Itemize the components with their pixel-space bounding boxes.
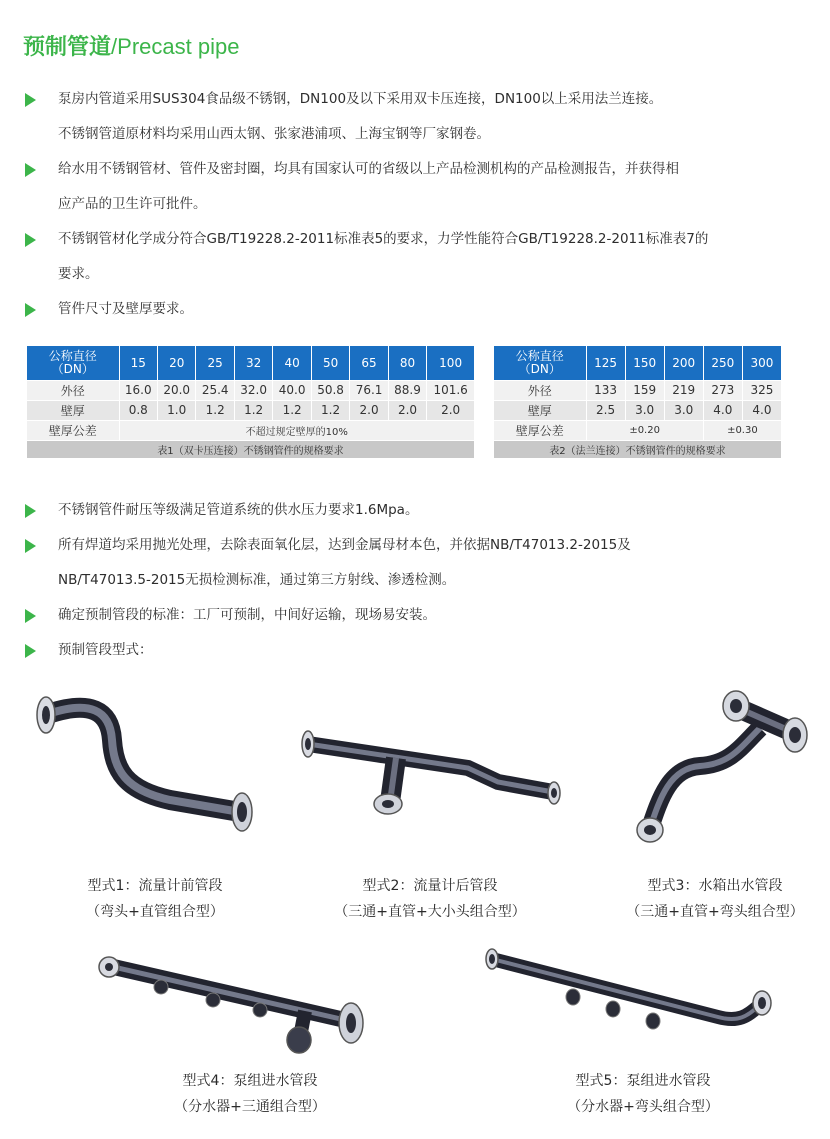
table-cell: 32.0	[234, 380, 272, 400]
row-label: 壁厚	[27, 400, 119, 420]
dn-cell: 65	[350, 346, 388, 380]
header-label-line: 公称直径	[48, 348, 97, 363]
table-cell: 1.2	[196, 400, 234, 420]
table-row	[27, 400, 475, 420]
table-cell: ±0.30	[703, 420, 781, 440]
figure-name: 型式2：流量计后管段	[362, 878, 498, 894]
dn-cell: 25	[196, 346, 234, 380]
bullet-item	[22, 598, 812, 633]
table-cell: 2.0	[427, 400, 475, 420]
header-label-cell	[494, 346, 586, 380]
table-caption-row	[27, 440, 475, 458]
figure-caption-1	[40, 873, 270, 925]
bullet-triangle-icon	[25, 644, 36, 658]
table-cell: 1.2	[311, 400, 349, 420]
title-cn: 预制管道	[23, 34, 112, 59]
bullet-line: 不锈钢管材化学成分符合GB/T19228.2-2011标准表5的要求，力学性能符合GB/T19228.2-2011标准表7的	[58, 231, 709, 247]
table-cell: 4.0	[742, 400, 781, 420]
pipe-figure-4-icon	[95, 945, 375, 1065]
table-cell: 25.4	[196, 380, 234, 400]
bullet-item	[22, 82, 812, 152]
figure-caption-2	[300, 873, 560, 925]
figure-caption-4	[135, 1068, 365, 1120]
bullet-line: NB/T47013.5-2015无损检测标准，通过第三方射线、渗透检测。	[58, 572, 456, 588]
figure-desc: （弯头+直管组合型）	[86, 904, 224, 920]
bullet-line: 应产品的卫生许可批件。	[58, 196, 207, 212]
bullet-item	[22, 152, 812, 222]
figure-name: 型式3：水箱出水管段	[647, 878, 783, 894]
table-cell: 133	[586, 380, 625, 400]
bullet-item	[22, 633, 812, 668]
dn-cell: 15	[119, 346, 157, 380]
table-cell: 159	[625, 380, 664, 400]
dn-cell: 150	[625, 346, 664, 380]
table-row	[494, 380, 782, 400]
table-header-row	[27, 346, 475, 380]
dn-cell: 250	[703, 346, 742, 380]
table-row	[27, 420, 475, 440]
table-cell: 不超过规定壁厚的10%	[119, 420, 475, 440]
dn-cell: 40	[273, 346, 311, 380]
bullet-line: 要求。	[58, 266, 99, 282]
table-cell: 50.8	[311, 380, 349, 400]
table-cell: 101.6	[427, 380, 475, 400]
bullet-triangle-icon	[25, 233, 36, 247]
table-cell: 1.0	[157, 400, 195, 420]
bullet-item	[22, 493, 812, 528]
table-caption: 表1（双卡压连接）不锈钢管件的规格要求	[27, 440, 475, 458]
spec-table-press-fit	[27, 346, 475, 459]
row-label: 壁厚公差	[494, 420, 586, 440]
dn-cell: 50	[311, 346, 349, 380]
table-caption: 表2（法兰连接）不锈钢管件的规格要求	[494, 440, 782, 458]
requirements-list-bottom	[22, 493, 812, 668]
page-title	[23, 30, 239, 61]
table-cell: 40.0	[273, 380, 311, 400]
table-cell: 325	[742, 380, 781, 400]
figure-desc: （分水器+弯头组合型）	[567, 1099, 719, 1115]
bullet-item	[22, 222, 812, 292]
dn-cell: 200	[664, 346, 703, 380]
requirements-list-top	[22, 82, 812, 327]
table-row	[27, 380, 475, 400]
pipe-figure-1-icon	[30, 690, 260, 860]
dn-cell: 300	[742, 346, 781, 380]
bullet-line: 管件尺寸及壁厚要求。	[58, 301, 193, 317]
dn-cell: 125	[586, 346, 625, 380]
figure-caption-5	[528, 1068, 758, 1120]
title-separator: /	[111, 34, 118, 59]
figure-name: 型式4：泵组进水管段	[182, 1073, 318, 1089]
table-cell: ±0.20	[586, 420, 703, 440]
figure-desc: （三通+直管+弯头组合型）	[626, 904, 804, 920]
header-label-line: （DN）	[518, 361, 561, 376]
table-header-row	[494, 346, 782, 380]
bullet-line: 泵房内管道采用SUS304食品级不锈钢，DN100及以下采用双卡压连接，DN100以上采用法兰连接。	[58, 91, 663, 107]
bullet-triangle-icon	[25, 163, 36, 177]
table-cell: 20.0	[157, 380, 195, 400]
table-cell: 0.8	[119, 400, 157, 420]
table-cell: 3.0	[625, 400, 664, 420]
table-cell: 3.0	[664, 400, 703, 420]
row-label: 壁厚	[494, 400, 586, 420]
table-cell: 273	[703, 380, 742, 400]
bullet-line: 给水用不锈钢管材、管件及密封圈，均具有国家认可的省级以上产品检测机构的产品检测报告，并获得相	[58, 161, 679, 177]
table-row	[494, 400, 782, 420]
pipe-figure-3-icon	[620, 688, 810, 858]
table-cell: 4.0	[703, 400, 742, 420]
bullet-line: 所有焊道均采用抛光处理，去除表面氧化层，达到金属母材本色，并依据NB/T47013.2-2015及	[58, 537, 631, 553]
table-cell: 88.9	[388, 380, 426, 400]
table-caption-row	[494, 440, 782, 458]
table-cell: 16.0	[119, 380, 157, 400]
title-en: Precast pipe	[117, 34, 240, 59]
figure-name: 型式5：泵组进水管段	[575, 1073, 711, 1089]
pipe-figure-2-icon	[298, 722, 568, 832]
table-cell: 1.2	[273, 400, 311, 420]
table-cell: 1.2	[234, 400, 272, 420]
header-label-line: （DN）	[51, 361, 94, 376]
bullet-line: 确定预制管段的标准：工厂可预制，中间好运输，现场易安装。	[58, 607, 436, 623]
row-label: 壁厚公差	[27, 420, 119, 440]
dn-cell: 20	[157, 346, 195, 380]
bullet-line: 不锈钢管道原材料均采用山西太钢、张家港浦项、上海宝钢等厂家钢卷。	[58, 126, 490, 142]
dn-cell: 32	[234, 346, 272, 380]
table-cell: 2.5	[586, 400, 625, 420]
bullet-item	[22, 528, 812, 598]
figure-desc: （分水器+三通组合型）	[174, 1099, 326, 1115]
figure-caption-3	[605, 873, 825, 925]
row-label: 外径	[494, 380, 586, 400]
bullet-line: 不锈钢管件耐压等级满足管道系统的供水压力要求1.6Mpa。	[58, 502, 419, 518]
table-cell: 2.0	[388, 400, 426, 420]
figure-name: 型式1：流量计前管段	[87, 878, 223, 894]
header-label-cell	[27, 346, 119, 380]
figure-desc: （三通+直管+大小头组合型）	[334, 904, 526, 920]
table-cell: 76.1	[350, 380, 388, 400]
table-cell: 219	[664, 380, 703, 400]
row-label: 外径	[27, 380, 119, 400]
spec-table-flange	[494, 346, 782, 459]
bullet-item	[22, 292, 812, 327]
dn-cell: 100	[427, 346, 475, 380]
pipe-figure-5-icon	[478, 945, 778, 1065]
bullet-triangle-icon	[25, 303, 36, 317]
header-label-line: 公称直径	[515, 348, 564, 363]
bullet-triangle-icon	[25, 504, 36, 518]
bullet-triangle-icon	[25, 609, 36, 623]
bullet-line: 预制管段型式：	[58, 642, 153, 658]
dn-cell: 80	[388, 346, 426, 380]
bullet-triangle-icon	[25, 93, 36, 107]
table-row	[494, 420, 782, 440]
table-cell: 2.0	[350, 400, 388, 420]
bullet-triangle-icon	[25, 539, 36, 553]
